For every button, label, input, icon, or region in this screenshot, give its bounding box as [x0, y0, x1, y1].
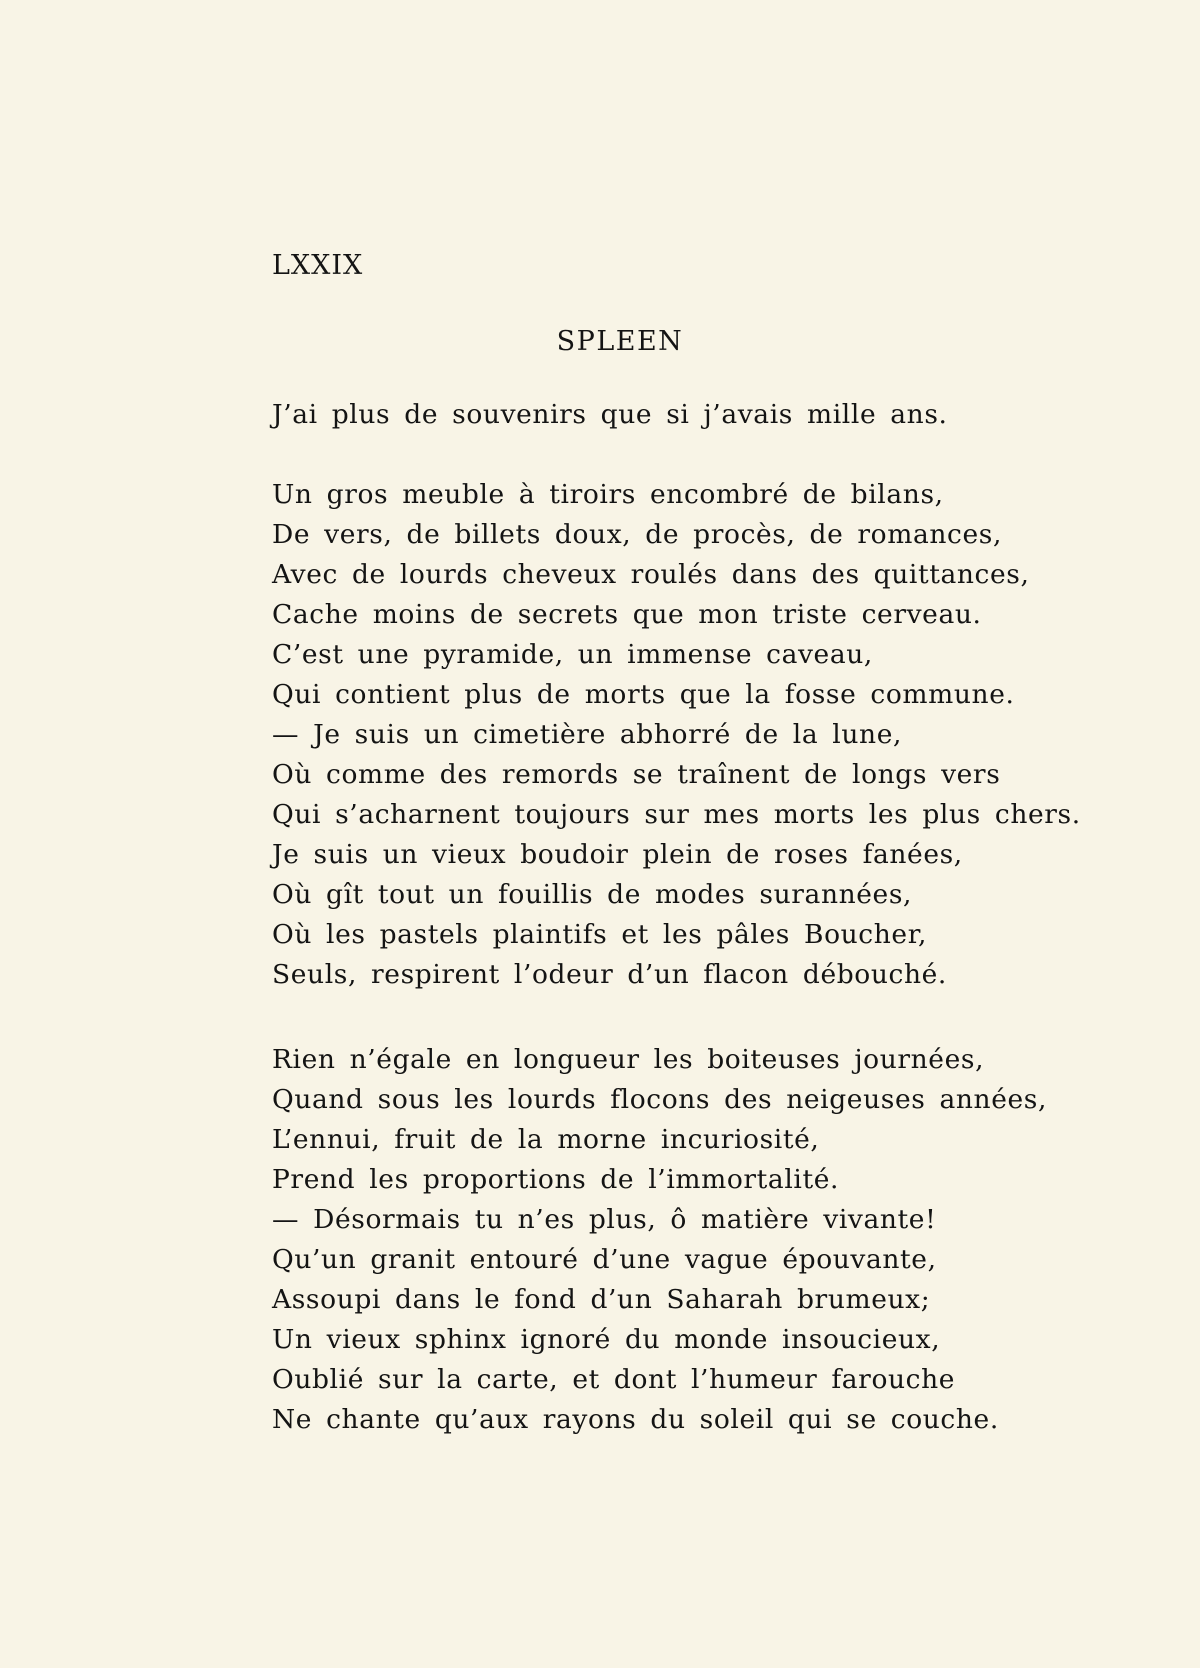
- verse-line: Où comme des remords se traînent de longs vers: [272, 759, 1001, 790]
- verse-line: Quand sous les lourds flocons des neigeuses années,: [272, 1084, 1047, 1115]
- verse-line: Qui contient plus de morts que la fosse commune.: [272, 679, 1015, 710]
- stanza: [272, 1040, 1047, 1440]
- verse-line: De vers, de billets doux, de procès, de romances,: [272, 519, 1002, 550]
- verse-line: Qu’un granit entouré d’une vague épouvante,: [272, 1244, 937, 1275]
- verse-line: Oublié sur la carte, et dont l’humeur farouche: [272, 1364, 956, 1395]
- verse-line: — Je suis un cimetière abhorré de la lune,: [272, 719, 902, 750]
- verse-line: — Désormais tu n’es plus, ô matière vivante!: [272, 1204, 937, 1235]
- verse-line: Qui s’acharnent toujours sur mes morts les plus chers.: [272, 799, 1081, 830]
- verse-line: Seuls, respirent l’odeur d’un flacon débouché.: [272, 959, 947, 990]
- verse-line: Assoupi dans le fond d’un Saharah brumeux;: [272, 1284, 931, 1315]
- verse-line: Où gît tout un fouillis de modes surannées,: [272, 879, 913, 910]
- verse-line: Prend les proportions de l’immortalité.: [272, 1164, 840, 1195]
- verse-line: Un gros meuble à tiroirs encombré de bilans,: [272, 479, 944, 510]
- verse-line: L’ennui, fruit de la morne incuriosité,: [272, 1124, 820, 1155]
- verse-line: Où les pastels plaintifs et les pâles Boucher,: [272, 919, 928, 950]
- verse-line: Avec de lourds cheveux roulés dans des quittances,: [272, 559, 1030, 590]
- verse-line: Rien n’égale en longueur les boiteuses journées,: [272, 1044, 985, 1075]
- verse-line: Je suis un vieux boudoir plein de roses fanées,: [272, 839, 963, 870]
- poem-title: SPLEEN: [556, 326, 684, 357]
- stanza: [272, 475, 1081, 995]
- verse-line: Un vieux sphinx ignoré du monde insoucieux,: [272, 1324, 941, 1355]
- stanza: [272, 395, 948, 435]
- verse-line: C’est une pyramide, un immense caveau,: [272, 639, 873, 670]
- verse-line: Cache moins de secrets que mon triste cerveau.: [272, 599, 982, 630]
- verse-line: Ne chante qu’aux rayons du soleil qui se couche.: [272, 1404, 999, 1435]
- poem-number: LXXIX: [272, 250, 364, 281]
- verse-line: J’ai plus de souvenirs que si j’avais mille ans.: [272, 399, 948, 430]
